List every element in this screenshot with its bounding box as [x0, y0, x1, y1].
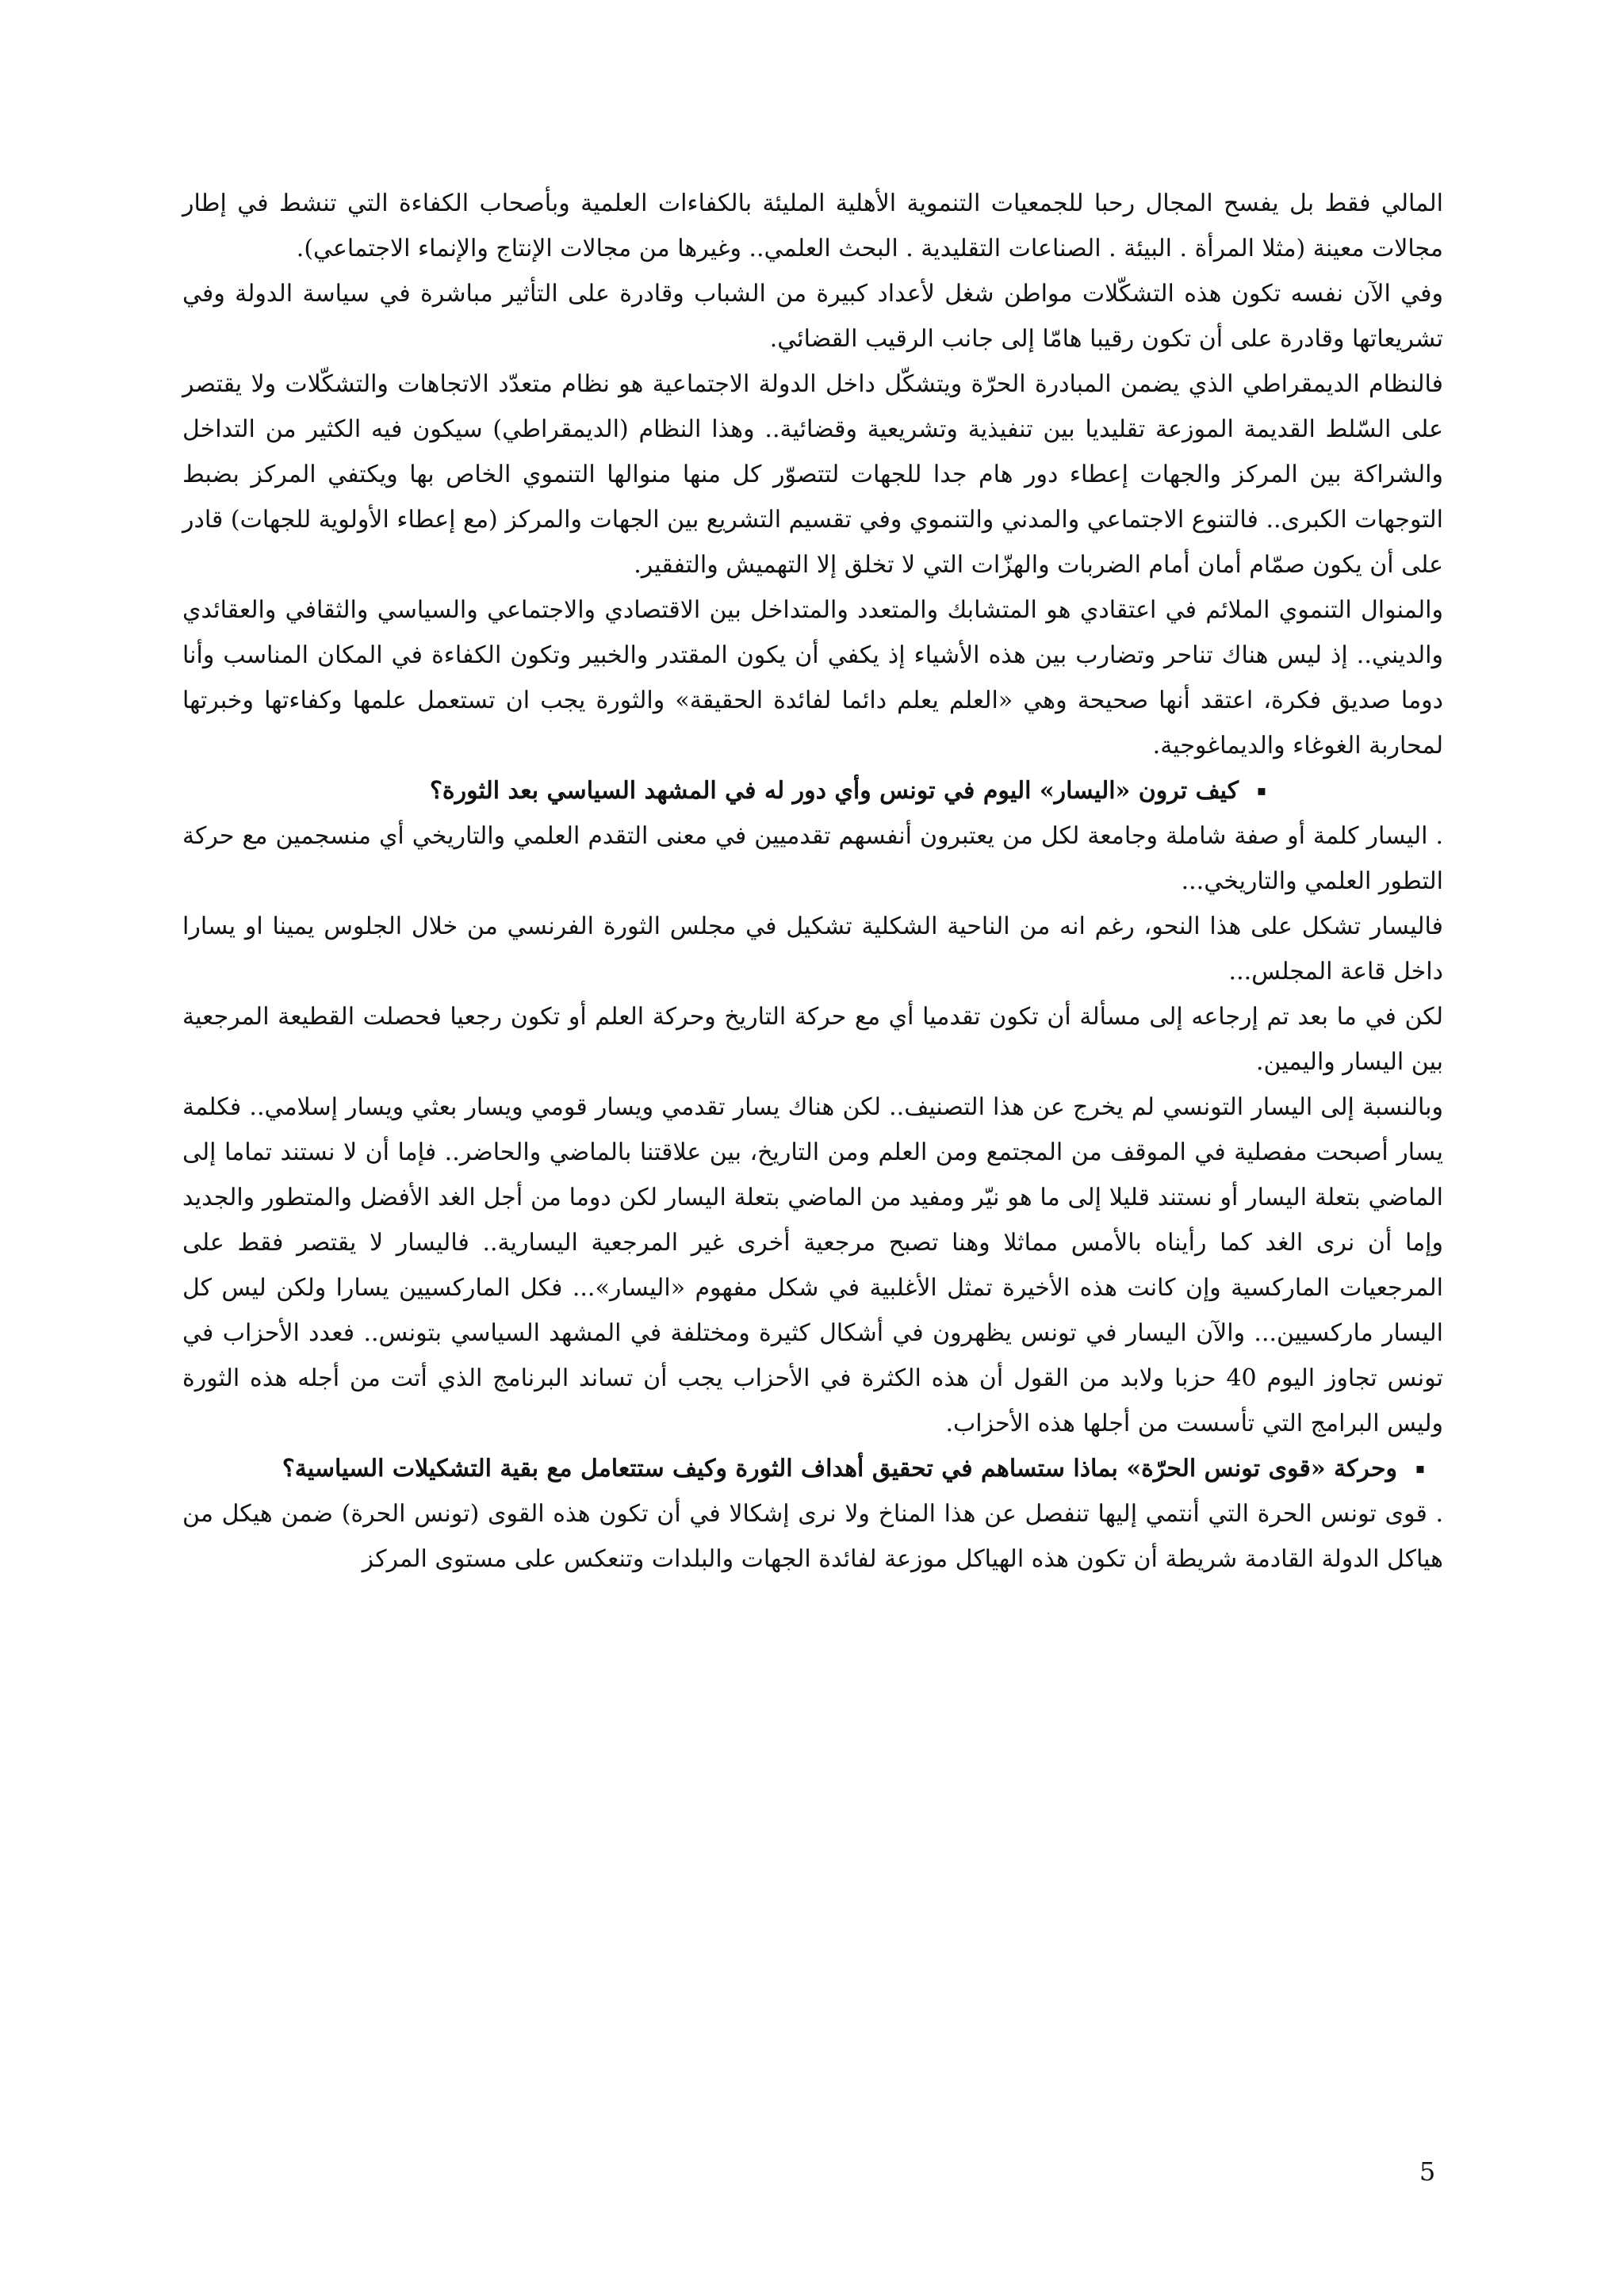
- interview-question: [182, 1446, 1443, 1491]
- document-body: [182, 181, 1443, 1582]
- paragraph: فاليسار تشكل على هذا النحو، رغم انه من الناحية الشكلية تشكيل في مجلس الثورة الفرنسي من خلال الجلوس يمينا او يسارا داخل قاعة المجلس...: [182, 913, 1443, 985]
- question-text: وحركة «قوى تونس الحرّة» بماذا ستساهم في تحقيق أهداف الثورة وكيف ستتعامل مع بقية التشكيلات السياسية؟: [282, 1455, 1397, 1483]
- paragraph: وفي الآن نفسه تكون هذه التشكّلات مواطن شغل لأعداد كبيرة من الشباب وقادرة على التأثير مباشرة في سياسة الدولة وفي تشريعاتها وقادرة على أن تكون رقيبا هامّا إلى جانب الرقيب القضائي.: [182, 280, 1443, 353]
- paragraph: . اليسار كلمة أو صفة شاملة وجامعة لكل من يعتبرون أنفسهم تقدميين في معنى التقدم العلمي والتاريخي أي منسجمين مع حركة التطور العلمي والتاريخي...: [182, 822, 1443, 895]
- paragraph: . قوى تونس الحرة التي أنتمي إليها تنفصل عن هذا المناخ ولا نرى إشكالا في أن تكون هذه القوى (تونس الحرة) ضمن هيكل من هياكل الدولة القادمة شريطة أن تكون هذه الهياكل موزعة لفائدة الجهات والبلدات وتنعكس على مستوى المركز: [182, 1500, 1443, 1573]
- page-number: 5: [1419, 2156, 1436, 2187]
- square-bullet-icon: ▪: [1415, 1460, 1426, 1477]
- paragraph: لكن في ما بعد تم إرجاعه إلى مسألة أن تكون تقدميا أي مع حركة التاريخ وحركة العلم أو تكون رجعيا فحصلت القطيعة المرجعية بين اليسار واليمين.: [182, 1003, 1443, 1076]
- question-text: كيف ترون «اليسار» اليوم في تونس وأي دور له في المشهد السياسي بعد الثورة؟: [429, 777, 1239, 805]
- paragraph: فالنظام الديمقراطي الذي يضمن المبادرة الحرّة ويتشكّل داخل الدولة الاجتماعية هو نظام متعدّد الاتجاهات والتشكّلات ولا يقتصر على السّلط القديمة الموزعة تقليديا بين تنفيذية وتشريعية وقضائية.. وهذا النظام (الديمقراطي) سيكون فيه الكثير من التداخل والشراكة بين المركز والجهات إعطاء دور هام جدا للجهات لتتصوّر كل منها منوالها التنموي الخاص بها ويكتفي المركز بضبط التوجهات الكبرى.. فالتنوع الاجتماعي والمدني والتنموي وفي تقسيم التشريع بين الجهات والمركز (مع إعطاء الأولوية للجهات) قادر على أن يكون صمّام أمان أمام الضربات والهزّات التي لا تخلق إلا التهميش والتفقير.: [182, 370, 1443, 579]
- paragraph: والمنوال التنموي الملائم في اعتقادي هو المتشابك والمتعدد والمتداخل بين الاقتصادي والاجتماعي والسياسي والثقافي والعقائدي والديني.. إذ ليس هناك تناحر وتضارب بين هذه الأشياء إذ يكفي أن يكون المقتدر والخبير وتكون الكفاءة في المكان المناسب وأنا دوما صديق فكرة، اعتقد أنها صحيحة وهي «العلم يعلم دائما لفائدة الحقيقة» والثورة يجب ان تستعمل علمها وكفاءتها وخبرتها لمحاربة الغوغاء والديماغوجية.: [182, 596, 1443, 760]
- square-bullet-icon: ▪: [1256, 783, 1267, 799]
- paragraph: وبالنسبة إلى اليسار التونسي لم يخرج عن هذا التصنيف.. لكن هناك يسار تقدمي ويسار قومي ويسار بعثي ويسار إسلامي.. فكلمة يسار أصبحت مفصلية في الموقف من المجتمع ومن العلم ومن التاريخ، بين علاقتنا بالماضي والحاضر.. فإما أن لا نستند تماما إلى الماضي بتعلة اليسار أو نستند قليلا إلى ما هو نيّر ومفيد من الماضي بتعلة اليسار لكن دوما من أجل الغد الأفضل والمتطور والجديد وإما أن نرى الغد كما رأيناه بالأمس مماثلا وهنا تصبح مرجعية أخرى غير المرجعية اليسارية.. فاليسار لا يقتصر فقط على المرجعيات الماركسية وإن كانت هذه الأخيرة تمثل الأغلبية في شكل مفهوم «اليسار»... فكل الماركسيين يسارا ولكن ليس كل اليسار ماركسيين... والآن اليسار في تونس يظهرون في أشكال كثيرة ومختلفة في المشهد السياسي بتونس.. فعدد الأحزاب في تونس تجاوز اليوم 40 حزبا ولابد من القول أن هذه الكثرة في الأحزاب يجب أن تساند البرنامج الذي أتت من أجله هذه الثورة وليس البرامج التي تأسست من أجلها هذه الأحزاب.: [182, 1093, 1443, 1437]
- paragraph: المالي فقط بل يفسح المجال رحبا للجمعيات التنموية الأهلية المليئة بالكفاءات العلمية وبأصحاب الكفاءة التي تنشط في إطار مجالات معينة (مثلا المرأة . البيئة . الصناعات التقليدية . البحث العلمي.. وغيرها من مجالات الإنتاج والإنماء الاجتماعي).: [182, 189, 1443, 262]
- interview-question: [182, 768, 1443, 813]
